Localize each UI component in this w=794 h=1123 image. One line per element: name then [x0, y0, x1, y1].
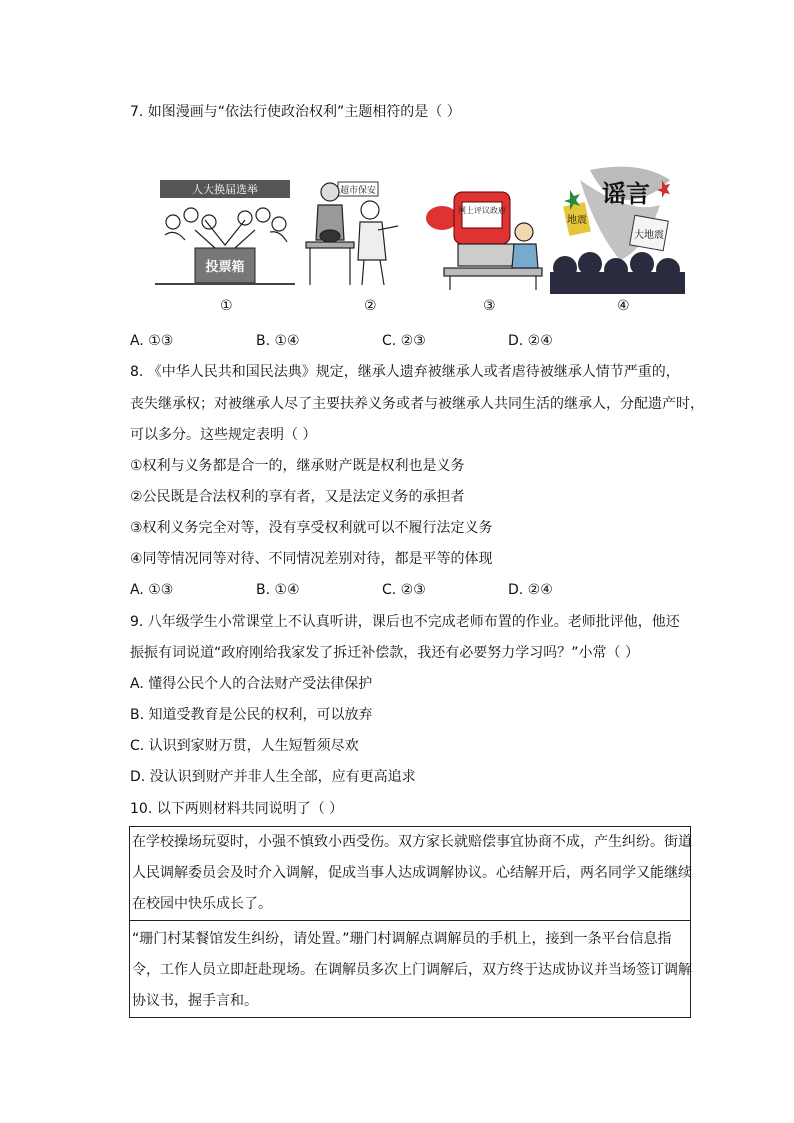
q9-stem-line-2: 振振有词说道“政府刚给我家发了拆迁补偿款，我还有必要努力学习吗？”小常（ ） — [130, 645, 639, 661]
q8-option-c[interactable]: C. ②③ — [382, 582, 426, 598]
material2-line-2: 令，工作人员立即赶赴现场。在调解员多次上门调解后，双方终于达成协议并当场签订调解 — [132, 962, 692, 978]
q8-stem-line-1: 8. 《中华人民共和国民法典》规定，继承人遗弃被继承人或者虐待被继承人情节严重的， — [130, 364, 680, 380]
q7-option-d[interactable]: D. ②④ — [508, 333, 553, 349]
panel1-banner-text: 人大换届选举 — [192, 183, 258, 196]
material-box-2 — [129, 920, 691, 1018]
q8-stem-line-2: 丧失继承权；对被继承人尽了主要扶养义务或者与被继承人共同生活的继承人，分配遗产时， — [130, 396, 704, 412]
q8-option-a[interactable]: A. ①③ — [130, 582, 174, 598]
panel-label-3: ③ — [483, 298, 496, 314]
q9-stem-line-1: 9. 八年级学生小常课堂上不认真听讲，课后也不完成老师布置的作业。老师批评他，他还 — [130, 614, 680, 630]
q9-option-a[interactable]: A. 懂得公民个人的合法财产受法律保护 — [130, 676, 373, 692]
panel-label-4: ④ — [617, 298, 630, 314]
q8-option-d[interactable]: D. ②④ — [508, 582, 553, 598]
cartoon-panel-3 — [420, 160, 545, 300]
q8-stem-line-3: 可以多分。这些规定表明（ ） — [130, 427, 317, 443]
q8-statement-4: ④同等情况同等对待、不同情况差别对待，都是平等的体现 — [130, 551, 493, 567]
panel4-word1: 地震 — [567, 215, 587, 226]
material2-line-3: 协议书，握手言和。 — [132, 993, 258, 1009]
cartoon-panel-1 — [155, 160, 295, 300]
q7-stem: 7. 如图漫画与“依法行使政治权利”主题相符的是（ ） — [130, 104, 461, 120]
q9-option-c[interactable]: C. 认识到家财万贯，人生短暂须尽欢 — [130, 738, 359, 754]
panel3-tag-text: 网上评议政府 — [458, 206, 506, 215]
panel4-big-text: 谣言 — [602, 180, 650, 208]
q8-statement-3: ③权利义务完全对等，没有享受权利就可以不履行法定义务 — [130, 520, 493, 536]
panel2-sign-text: 超市保安 — [339, 186, 377, 196]
q9-option-d[interactable]: D. 没认识到财产并非人生全部，应有更高追求 — [130, 769, 416, 785]
material2-line-1: “珊门村某餐馆发生纠纷，请处置。”珊门村调解点调解员的手机上，接到一条平台信息指 — [132, 931, 672, 947]
panel4-word2: 大地震 — [634, 230, 664, 241]
q8-statement-1: ①权利与义务都是合一的，继承财产既是权利也是义务 — [130, 458, 465, 474]
q9-option-b[interactable]: B. 知道受教育是公民的权利，可以放弃 — [130, 707, 373, 723]
material1-line-2: 人民调解委员会及时介入调解，促成当事人达成调解协议。心结解开后，两名同学又能继续 — [132, 865, 692, 881]
cartoon-panel-2 — [300, 160, 410, 300]
q7-option-a[interactable]: A. ①③ — [130, 333, 174, 349]
q8-option-b[interactable]: B. ①④ — [256, 582, 300, 598]
panel-label-2: ② — [364, 298, 377, 314]
cartoon-panel-4 — [550, 160, 685, 300]
material-box-1 — [129, 826, 691, 921]
panel-label-1: ① — [220, 298, 233, 314]
q10-stem: 10. 以下两则材料共同说明了（ ） — [130, 801, 344, 817]
q7-option-c[interactable]: C. ②③ — [382, 333, 426, 349]
panel1-box-text: 投票箱 — [205, 260, 245, 275]
loudspeaker-horn — [426, 206, 458, 230]
q8-statement-2: ②公民既是合法权利的享有者，又是法定义务的承担者 — [130, 489, 465, 505]
q7-option-b[interactable]: B. ①④ — [256, 333, 300, 349]
material1-line-1: 在学校操场玩耍时，小强不慎致小西受伤。双方家长就赔偿事宜协商不成，产生纠纷。街道 — [132, 834, 692, 850]
material1-line-3: 在校园中快乐成长了。 — [132, 896, 272, 912]
